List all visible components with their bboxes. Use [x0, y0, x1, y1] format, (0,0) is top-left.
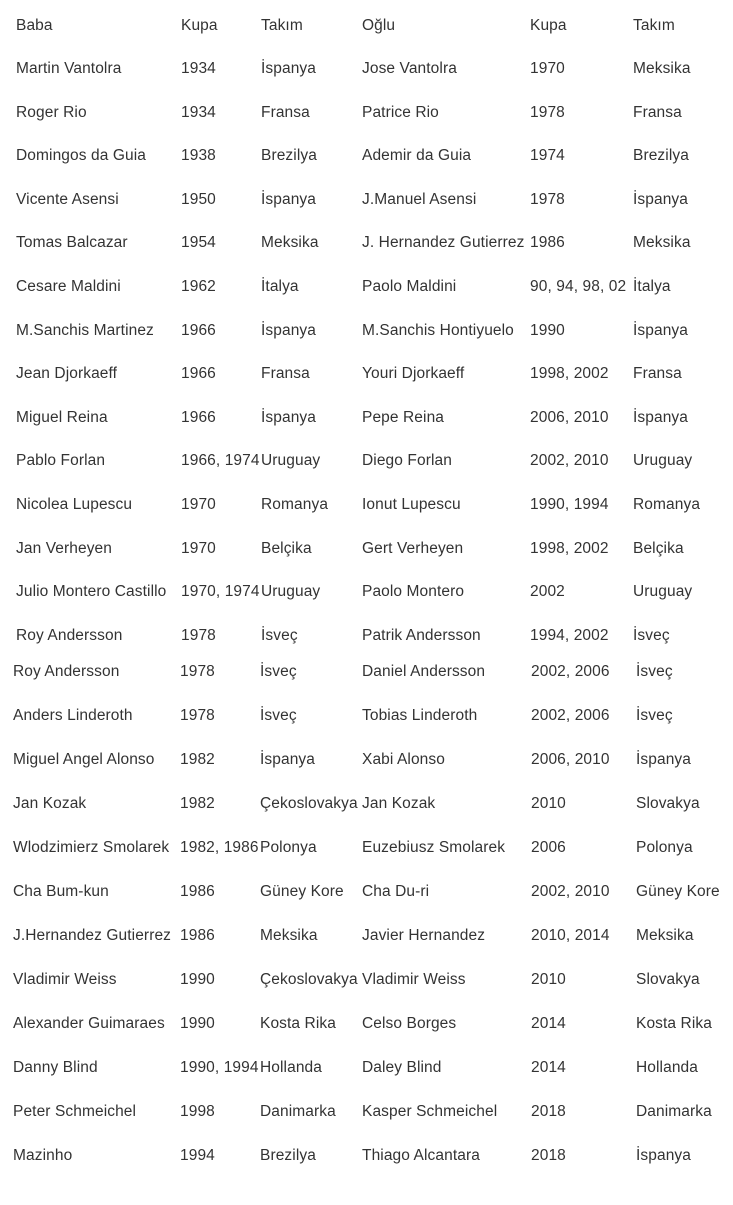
- cell-father-team: İspanya: [261, 60, 316, 77]
- cell-son-name: Diego Forlan: [362, 452, 452, 470]
- cell-son-team: İspanya: [633, 408, 688, 426]
- cell-son-name: Paolo Montero: [362, 583, 465, 601]
- cell-father-cup: 1982, 1986: [180, 839, 259, 856]
- cell-son-cup: 1974: [530, 147, 565, 165]
- table-row: [0, 103, 733, 123]
- cell-son-team: İspanya: [633, 190, 688, 208]
- cell-father-name: Jean Djorkaeff: [16, 365, 118, 383]
- cell-son-name: Ademir da Guia: [362, 147, 472, 165]
- cell-father-cup: 1966: [181, 365, 216, 383]
- cell-father-team: Fransa: [261, 103, 310, 121]
- cell-son-cup: 1998, 2002: [530, 365, 609, 383]
- cell-son-cup: 1986: [530, 234, 565, 252]
- cell-father-name: Anders Linderoth: [13, 707, 133, 724]
- cell-father-name: Nicolea Lupescu: [16, 496, 133, 513]
- cell-son-cup: 2018: [531, 1103, 566, 1120]
- cell-son-name: Daley Blind: [362, 1059, 442, 1076]
- header-father-name: Baba: [16, 17, 53, 34]
- cell-father-name: Pablo Forlan: [16, 452, 106, 470]
- cell-father-name: Tomas Balcazar: [16, 234, 128, 252]
- cell-son-cup: 1994, 2002: [530, 626, 609, 644]
- table-row: [0, 582, 733, 602]
- cell-son-team: Meksika: [633, 234, 691, 252]
- cell-son-team: Meksika: [633, 60, 691, 77]
- cell-son-team: Hollanda: [636, 1059, 698, 1076]
- cell-son-name: Patrik Andersson: [362, 626, 481, 644]
- cell-son-cup: 2014: [531, 1015, 566, 1032]
- cell-father-name: Wlodzimierz Smolarek: [13, 839, 170, 856]
- cell-father-name: Domingos da Guia: [16, 147, 146, 165]
- cell-son-team: Meksika: [636, 927, 694, 944]
- cell-son-name: J.Manuel Asensi: [362, 190, 477, 208]
- cell-father-team: İsveç: [261, 626, 298, 644]
- cell-father-team: İsveç: [260, 707, 297, 724]
- table-row: [0, 321, 733, 341]
- cell-son-team: İspanya: [636, 751, 691, 768]
- table-row: [0, 970, 733, 990]
- table-row: [0, 838, 733, 858]
- cell-son-name: Jan Kozak: [362, 795, 436, 812]
- cell-son-name: Daniel Andersson: [362, 663, 486, 680]
- cell-father-name: Mazinho: [13, 1147, 73, 1164]
- cell-father-cup: 1982: [180, 795, 215, 812]
- header-son-team: Takım: [633, 17, 675, 34]
- cell-father-name: Cesare Maldini: [16, 278, 121, 295]
- table-row: [0, 794, 733, 814]
- table-row: [0, 539, 733, 559]
- cell-father-name: Miguel Angel Alonso: [13, 751, 155, 768]
- cell-son-team: Uruguay: [633, 452, 693, 470]
- cell-son-cup: 2002, 2006: [531, 707, 610, 724]
- cell-father-name: Jan Verheyen: [16, 539, 112, 557]
- cell-father-name: Miguel Reina: [16, 408, 108, 426]
- cell-son-name: Cha Du-ri: [362, 883, 430, 900]
- cell-son-name: Vladimir Weiss: [362, 971, 466, 988]
- cell-father-cup: 1978: [180, 663, 215, 680]
- header-father-cup: Kupa: [181, 17, 218, 34]
- table-row: [0, 190, 733, 210]
- cell-father-name: Roy Andersson: [13, 663, 120, 680]
- cell-son-team: İsveç: [636, 663, 673, 680]
- cell-father-name: Cha Bum-kun: [13, 883, 109, 900]
- cell-father-team: Meksika: [260, 927, 318, 944]
- cell-father-team: İspanya: [260, 751, 315, 768]
- header-father-team: Takım: [261, 17, 303, 34]
- cell-father-team: Uruguay: [261, 452, 321, 470]
- cell-father-team: Brezilya: [260, 1147, 316, 1164]
- table-row: [0, 59, 733, 79]
- cell-father-name: Roger Rio: [16, 103, 87, 121]
- cell-son-team: İsveç: [636, 707, 673, 724]
- cell-son-team: İspanya: [633, 321, 688, 339]
- cell-father-cup: 1998: [180, 1103, 215, 1120]
- cell-father-name: J.Hernandez Gutierrez: [13, 927, 172, 944]
- cell-son-cup: 2010: [531, 971, 566, 988]
- cell-father-name: Julio Montero Castillo: [16, 583, 167, 601]
- cell-father-team: Uruguay: [261, 583, 321, 601]
- table-row: [0, 626, 733, 646]
- cell-son-name: Tobias Linderoth: [362, 707, 478, 724]
- cell-son-cup: 1990, 1994: [530, 496, 609, 513]
- cell-father-team: Çekoslovakya: [260, 795, 358, 812]
- table-row: [0, 1014, 733, 1034]
- cell-father-name: Peter Schmeichel: [13, 1103, 137, 1120]
- cell-son-team: Uruguay: [633, 583, 693, 601]
- cell-father-cup: 1994: [180, 1147, 215, 1164]
- cell-son-name: Kasper Schmeichel: [362, 1103, 498, 1120]
- cell-son-team: Belçika: [633, 539, 684, 557]
- cell-father-cup: 1970: [181, 496, 216, 513]
- cell-father-name: Vicente Asensi: [16, 190, 119, 208]
- table-row: [0, 1146, 733, 1166]
- cell-father-cup: 1990: [180, 971, 215, 988]
- cell-father-team: İtalya: [261, 278, 299, 295]
- cell-son-name: Euzebiusz Smolarek: [362, 839, 506, 856]
- cell-father-team: Çekoslovakya: [260, 971, 358, 988]
- cell-son-team: Brezilya: [633, 147, 689, 165]
- table-row: [0, 146, 733, 166]
- cell-father-name: Roy Andersson: [16, 626, 123, 644]
- table-row: [0, 451, 733, 471]
- table-row: [0, 233, 733, 253]
- cell-son-cup: 2006: [531, 839, 566, 856]
- cell-son-cup: 2014: [531, 1059, 566, 1076]
- cell-father-cup: 1970: [181, 539, 216, 557]
- cell-father-team: Kosta Rika: [260, 1015, 336, 1032]
- cell-son-name: Youri Djorkaeff: [362, 365, 465, 383]
- cell-father-cup: 1938: [181, 147, 216, 165]
- cell-father-name: Vladimir Weiss: [13, 971, 117, 988]
- cell-son-team: Slovakya: [636, 971, 700, 988]
- cell-son-name: M.Sanchis Hontiyuelo: [362, 321, 514, 339]
- table-row: [0, 1058, 733, 1078]
- cell-son-team: Fransa: [633, 103, 682, 121]
- table-row: [0, 926, 733, 946]
- cell-father-cup: 1966: [181, 321, 216, 339]
- cell-father-team: İspanya: [261, 321, 316, 339]
- cell-son-name: Pepe Reina: [362, 408, 445, 426]
- cell-father-cup: 1962: [181, 278, 216, 295]
- cell-son-cup: 1970: [530, 60, 565, 77]
- table-row: [0, 882, 733, 902]
- cell-son-team: Romanya: [633, 496, 701, 513]
- cell-son-team: İtalya: [633, 278, 671, 295]
- cell-son-team: Polonya: [636, 839, 693, 856]
- cell-son-name: Celso Borges: [362, 1015, 457, 1032]
- cell-son-cup: 1978: [530, 103, 565, 121]
- cell-son-cup: 2006, 2010: [531, 751, 610, 768]
- cell-father-team: Brezilya: [261, 147, 317, 165]
- table-row: [0, 408, 733, 428]
- cell-son-team: Fransa: [633, 365, 682, 383]
- cell-son-team: İspanya: [636, 1147, 691, 1164]
- cell-son-name: Thiago Alcantara: [362, 1147, 480, 1164]
- cell-father-cup: 1966, 1974: [181, 452, 260, 470]
- table-row: [0, 277, 733, 297]
- cell-son-cup: 1978: [530, 190, 565, 208]
- cell-son-name: Xabi Alonso: [362, 751, 445, 768]
- cell-son-cup: 2002: [530, 583, 565, 601]
- cell-son-team: Güney Kore: [636, 883, 720, 900]
- cell-son-name: J. Hernandez Gutierrez: [362, 234, 525, 252]
- cell-son-team: Kosta Rika: [636, 1015, 712, 1032]
- cell-son-team: Slovakya: [636, 795, 700, 812]
- cell-father-name: Jan Kozak: [13, 795, 87, 812]
- cell-father-cup: 1934: [181, 103, 216, 121]
- cell-son-name: Patrice Rio: [362, 103, 439, 121]
- cell-father-team: Polonya: [260, 839, 317, 856]
- cell-father-cup: 1966: [181, 408, 216, 426]
- table-row: [0, 1102, 733, 1122]
- cell-father-cup: 1954: [181, 234, 216, 252]
- cell-father-cup: 1986: [180, 927, 215, 944]
- cell-son-cup: 1990: [530, 321, 565, 339]
- cell-son-name: Ionut Lupescu: [362, 496, 461, 513]
- cell-son-cup: 2002, 2010: [530, 452, 609, 470]
- table-row: [0, 495, 733, 515]
- table-row: [0, 662, 733, 682]
- cell-son-cup: 2018: [531, 1147, 566, 1164]
- cell-father-name: Danny Blind: [13, 1059, 98, 1076]
- cell-son-cup: 2002, 2006: [531, 663, 610, 680]
- cell-son-name: Jose Vantolra: [362, 60, 457, 77]
- cell-father-cup: 1990: [180, 1015, 215, 1032]
- cell-father-team: İspanya: [261, 190, 316, 208]
- cell-father-cup: 1978: [181, 626, 216, 644]
- table-header: [0, 16, 733, 36]
- cell-father-team: Hollanda: [260, 1059, 322, 1076]
- cell-father-name: Alexander Guimaraes: [13, 1015, 165, 1032]
- table-row: [0, 364, 733, 384]
- cell-father-team: Romanya: [261, 496, 329, 513]
- cell-father-team: Meksika: [261, 234, 319, 252]
- cell-son-name: Paolo Maldini: [362, 278, 457, 295]
- cell-father-cup: 1990, 1994: [180, 1059, 259, 1076]
- cell-son-cup: 2006, 2010: [530, 408, 609, 426]
- cell-father-cup: 1982: [180, 751, 215, 768]
- cell-son-name: Javier Hernandez: [362, 927, 486, 944]
- cell-son-cup: 1998, 2002: [530, 539, 609, 557]
- cell-father-team: Fransa: [261, 365, 310, 383]
- cell-son-cup: 2010: [531, 795, 566, 812]
- cell-father-cup: 1978: [180, 707, 215, 724]
- cell-father-cup: 1950: [181, 190, 216, 208]
- cell-father-team: Belçika: [261, 539, 312, 557]
- cell-son-cup: 90, 94, 98, 02: [530, 278, 627, 295]
- header-son-name: Oğlu: [362, 17, 396, 34]
- cell-son-cup: 2002, 2010: [531, 883, 610, 900]
- cell-father-name: Martin Vantolra: [16, 60, 122, 77]
- cell-father-cup: 1986: [180, 883, 215, 900]
- cell-father-team: İspanya: [261, 408, 316, 426]
- cell-father-team: Danimarka: [260, 1103, 336, 1120]
- table-row: [0, 706, 733, 726]
- cell-father-cup: 1934: [181, 60, 216, 77]
- cell-son-team: İsveç: [633, 626, 670, 644]
- cell-son-team: Danimarka: [636, 1103, 712, 1120]
- cell-son-cup: 2010, 2014: [531, 927, 610, 944]
- cell-father-name: M.Sanchis Martinez: [16, 321, 154, 339]
- cell-father-team: Güney Kore: [260, 883, 344, 900]
- cell-father-cup: 1970, 1974: [181, 583, 260, 601]
- cell-father-team: İsveç: [260, 663, 297, 680]
- table-row: [0, 750, 733, 770]
- header-son-cup: Kupa: [530, 17, 567, 34]
- cell-son-name: Gert Verheyen: [362, 539, 464, 557]
